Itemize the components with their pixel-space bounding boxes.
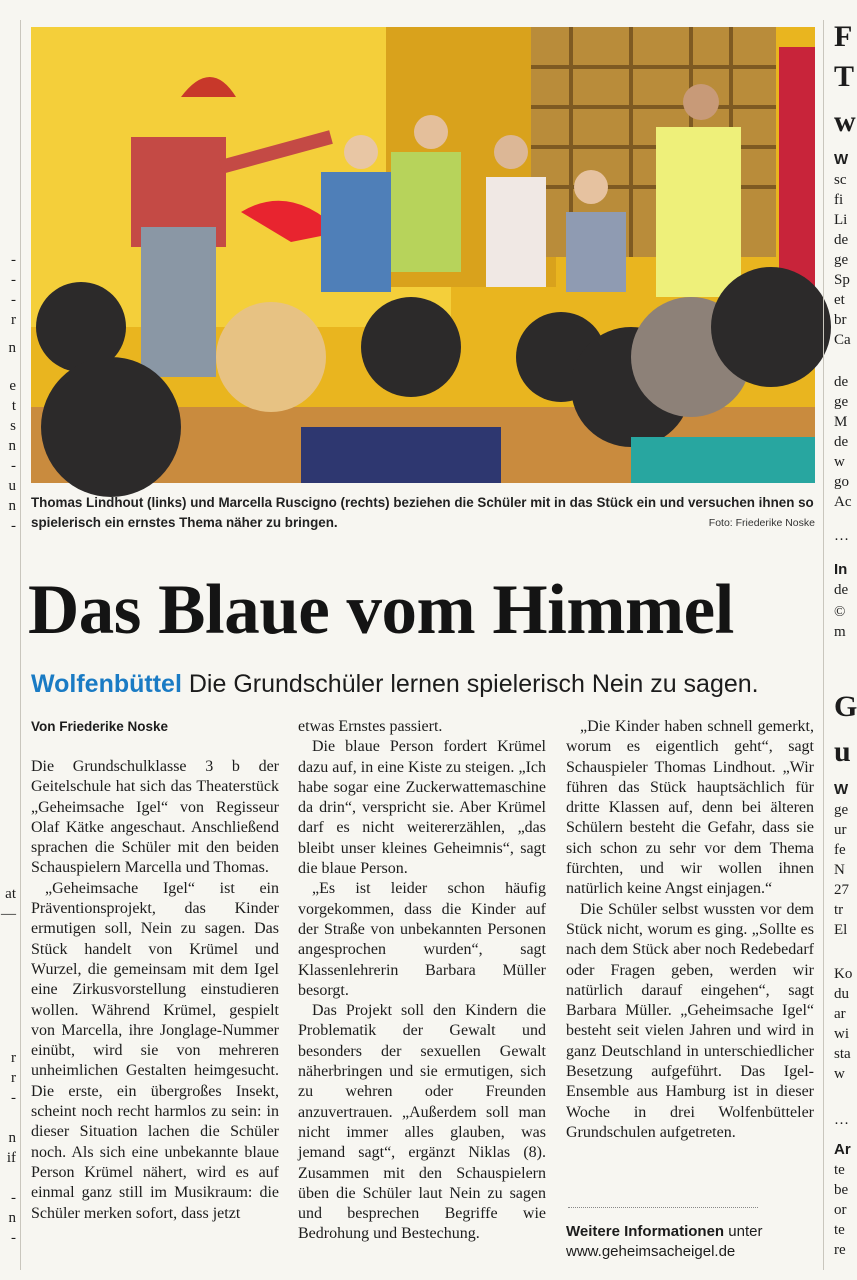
right-fragment-heading: w: [834, 105, 856, 138]
left-fragment-text: n: [8, 1210, 16, 1226]
paragraph: etwas Ernstes passiert.: [298, 718, 443, 735]
article-column-3: [566, 717, 814, 1143]
right-fragment-text: 27: [834, 882, 849, 898]
left-fragment-text: n: [8, 340, 16, 356]
photo-credit: Foto: Friederike Noske: [708, 517, 815, 529]
article-headline: Das Blaue vom Himmel: [28, 571, 734, 649]
right-fragment-heading: F: [834, 20, 853, 53]
article-column-1: [31, 717, 279, 1224]
left-fragment-text: -: [11, 1230, 16, 1246]
left-fragment-text: -: [11, 458, 16, 474]
right-fragment-text: br: [834, 312, 847, 328]
left-fragment-text: -: [11, 1190, 16, 1206]
right-fragment-text: fe: [834, 842, 846, 858]
right-fragment-text: de: [834, 374, 849, 390]
left-fragment-text: -: [11, 1090, 16, 1106]
left-fragment-text: n: [8, 1130, 16, 1146]
info-suffix: unter: [728, 1223, 763, 1240]
right-fragment-text: go: [834, 474, 849, 490]
right-fragment-text: w: [834, 454, 845, 470]
right-fragment-text: w: [834, 1066, 845, 1082]
right-fragment-text: …: [834, 1112, 849, 1128]
right-fragment-text: ur: [834, 822, 847, 838]
info-box: [566, 1222, 816, 1262]
left-fragment-text: -: [11, 252, 16, 268]
left-fragment-text: at: [5, 886, 16, 902]
right-fragment-text: or: [834, 1202, 847, 1218]
left-fragment-text: s: [10, 418, 16, 434]
right-fragment-text: Li: [834, 212, 848, 228]
right-fragment-text: et: [834, 292, 845, 308]
article-photo: [31, 27, 815, 483]
left-fragment-text: r: [11, 312, 16, 328]
info-separator: [568, 1207, 758, 1208]
left-fragment-text: n: [8, 438, 16, 454]
left-fragment-text: if: [6, 1150, 16, 1166]
left-fragment-text: n: [8, 498, 16, 514]
right-fragment-text: fi: [834, 192, 844, 208]
right-fragment-text: In: [834, 561, 848, 578]
right-fragment-heading: G: [834, 690, 857, 723]
info-label: Weitere Informationen: [566, 1223, 725, 1240]
right-fragment-text: m: [834, 624, 846, 640]
right-fragment-text: ar: [834, 1006, 846, 1022]
left-fragment-text: r: [11, 1070, 16, 1086]
left-fragment-text: -: [11, 272, 16, 288]
right-fragment-text: W: [834, 781, 849, 798]
right-fragment-text: re: [834, 1242, 846, 1258]
right-fragment-text: …: [834, 528, 849, 544]
right-fragment-text: Ac: [834, 494, 852, 510]
paragraph: Die Grundschulklasse 3 b der Geitelschule hat sich das Theaterstück „Geheimsache Igel“ von Regisseur Olaf Kätke angeschaut. Anschließend sprachen die Schüler mit den beiden Schauspielern Marcella und Thomas.: [31, 758, 279, 877]
right-fragment-text: te: [834, 1162, 845, 1178]
right-fragment-text: de: [834, 582, 849, 598]
right-fragment-text: Sp: [834, 272, 850, 288]
right-fragment-text: sc: [834, 172, 847, 188]
photo-caption: Thomas Lindhout (links) und Marcella Ruscigno (rechts) beziehen die Schüler mit in das Stück ein und versuchen ihnen so spielerisch ein ernstes Thema näher zu bringen.: [31, 495, 814, 530]
photo-icon: [31, 27, 815, 483]
right-fragment-text: du: [834, 986, 849, 1002]
paragraph: Die blaue Person fordert Krümel dazu auf, in eine Kiste zu steigen. „Ich habe sogar eine Zuckerwattemaschine da drin“, verspricht sie. Aber Krümel darf es nicht weitererzählen, „das bleibt unser kleines Geheimnis“, sagt die blaue Person.: [298, 738, 546, 878]
adjacent-article-left-fragment: [0, 20, 20, 1270]
right-fragment-text: N: [834, 862, 845, 878]
right-fragment-text: W: [834, 151, 849, 168]
right-fragment-text: Ko: [834, 966, 853, 982]
left-fragment-text: t: [11, 398, 16, 414]
left-fragment-text: r: [11, 1050, 16, 1066]
paragraph: „Geheimsache Igel“ ist ein Präventionsprojekt, das Kinder ermutigen soll, Nein zu sagen. Das Stück handelt von Krümel und Wurzel, die gemeinsam mit dem Igel eine Zirkusvorstellung einstudieren wollen. Während Krümel, gespielt von Marcella, ihre Jonglage-Nummer einübt, wird sie von mehreren unheimlichen Gestalten heimgesucht. Die erste, ein übergroßes Insekt, scheint noch recht harmlos zu sein: in dieser Situation lachen die Schüler noch. Als sich eine unbekannte blaue Person Krümel nähert, wird es auf einmal ganz still im Musikraum: die Schüler merken sofort, dass jetzt: [31, 879, 279, 1222]
right-fragment-text: be: [834, 1182, 849, 1198]
right-fragment-heading: u: [834, 735, 851, 768]
left-fragment-text: -: [11, 518, 16, 534]
right-fragment-text: te: [834, 1222, 845, 1238]
right-fragment-text: sta: [834, 1046, 851, 1062]
location-kicker: Wolfenbüttel: [31, 670, 182, 698]
right-fragment-text: ge: [834, 802, 849, 818]
left-fragment-text: e: [9, 378, 16, 394]
column-divider-left: [20, 20, 21, 1270]
article-subheadline: [31, 666, 821, 702]
right-fragment-text: El: [834, 922, 848, 938]
byline: Von Friederike Noske: [31, 719, 169, 734]
article-column-2: [298, 717, 546, 1245]
right-fragment-text: ge: [834, 394, 849, 410]
adjacent-article-right-fragment: [832, 20, 857, 1270]
info-url-link[interactable]: www.geheimsacheigel.de: [566, 1243, 736, 1260]
left-fragment-text: u: [8, 478, 16, 494]
paragraph: „Es ist leider schon häufig vorgekommen, dass die Kinder auf der Straße von unbekannten Personen angesprochen wurden“, sagt Klassenlehrerin Barbara Müller besorgt.: [298, 880, 546, 999]
paragraph: „Die Kinder haben schnell gemerkt, worum es eigentlich geht“, sagt Schauspieler Thomas Lindhout. „Wir führen das Stück hauptsächlich für dritte Klassen auf, denn bei älteren Schülern besteht die Gefahr, dass sie sich schon zu sehr vor dem Thema fürchten, und wir wollen ihnen natürlich keine Angst einjagen.“: [566, 718, 814, 898]
right-fragment-text: M: [834, 414, 848, 430]
right-fragment-text: ge: [834, 252, 849, 268]
right-fragment-text: de: [834, 232, 849, 248]
right-fragment-heading: T: [834, 60, 855, 93]
subheadline-text: Die Grundschüler lernen spielerisch Nein zu sagen.: [188, 670, 759, 698]
right-fragment-text: Ar: [834, 1141, 851, 1158]
paragraph: Das Projekt soll den Kindern die Problematik der Gewalt und besonders der sexuellen Gewalt näherbringen und sie ermutigen, sich zu wehren oder Freunden anzuvertrauen. „Außerdem soll man nicht immer alles glauben, was jemand sagt“, ergänzt Niklas (8). Zusammen mit den Schauspielern üben die Schüler laut Nein zu sagen und besprechen Begriffe wie Bedrohung und Bestechung.: [298, 1002, 546, 1243]
right-fragment-text: tr: [834, 902, 844, 918]
right-fragment-text: wi: [834, 1026, 849, 1042]
left-fragment-text: -: [11, 292, 16, 308]
column-divider-right: [823, 20, 824, 1270]
right-fragment-text: de: [834, 434, 849, 450]
right-fragment-text: Ca: [834, 332, 851, 348]
right-fragment-text: ©: [834, 604, 846, 620]
paragraph: Die Schüler selbst wussten vor dem Stück nicht, worum es ging. „Sollte es nach dem Stück aber noch Redebedarf oder Fragen geben, werden wir natürlich darauf eingehen“, sagt Barbara Müller. „Geheimsache Igel“ besteht seit vielen Jahren und wird in ganz Deutschland in unterschiedlicher Besetzung aufgeführt. Das Igel-Ensemble aus Hamburg ist in dieser Woche in drei Wolfenbütteler Grundschulen aufgetreten.: [566, 900, 814, 1141]
left-fragment-text: —: [1, 906, 16, 922]
